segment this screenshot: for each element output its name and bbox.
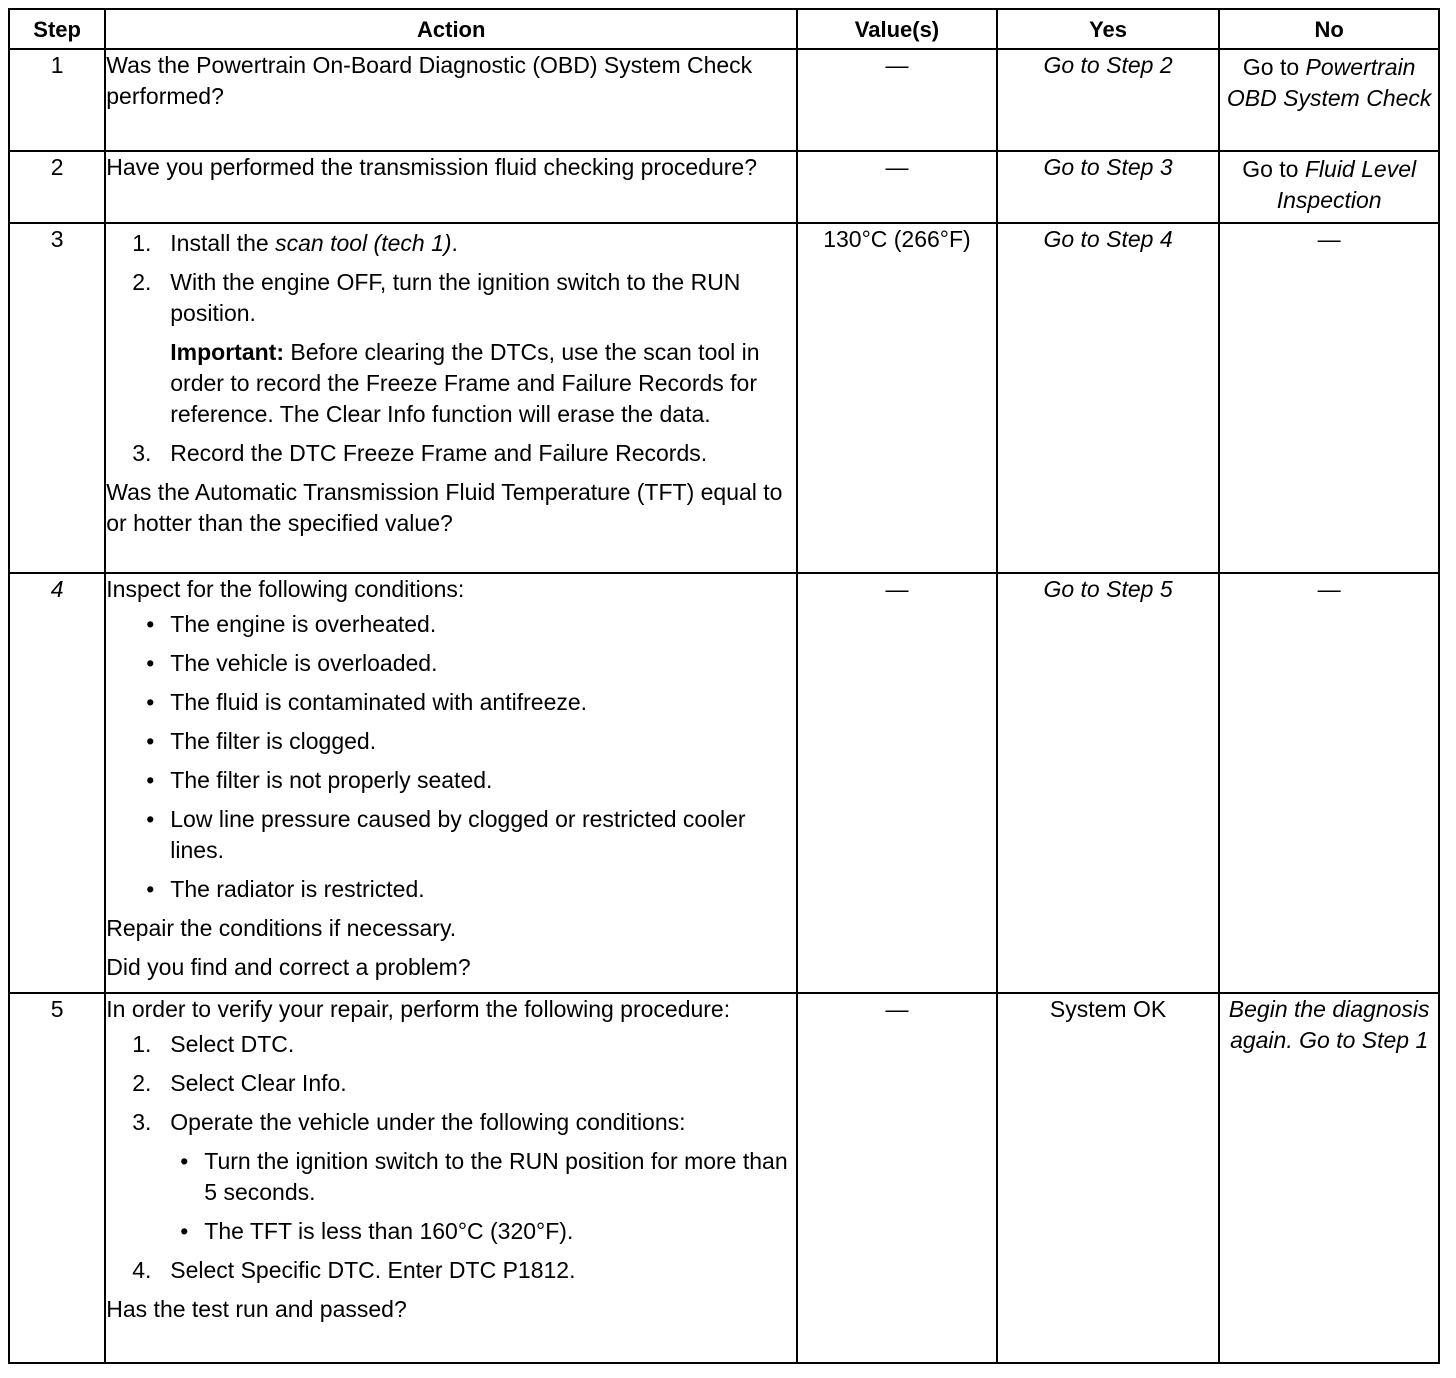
step-number: 1 bbox=[9, 49, 105, 151]
item-text-italic: scan tool (tech 1) bbox=[275, 230, 452, 256]
bullet-text: The filter is not properly seated. bbox=[170, 767, 493, 793]
no-cell bbox=[1219, 151, 1439, 223]
bullet-icon: • bbox=[146, 689, 155, 715]
bullet-item bbox=[106, 648, 796, 679]
action-text: Was the Powertrain On-Board Diagnostic (OBD) System Check performed? bbox=[105, 49, 797, 151]
bullet-item bbox=[106, 726, 796, 757]
bullet-icon: • bbox=[146, 806, 155, 832]
value-cell: — bbox=[797, 49, 997, 151]
bullet-text: The vehicle is overloaded. bbox=[170, 650, 438, 676]
table-row-step-4 bbox=[9, 573, 1439, 993]
question-text: Did you find and correct a problem? bbox=[106, 954, 471, 980]
value-cell: — bbox=[797, 151, 997, 223]
bullet-icon: • bbox=[146, 728, 155, 754]
bullet-item bbox=[106, 609, 796, 640]
action-text: Have you performed the transmission fluid checking procedure? bbox=[105, 151, 797, 223]
no-cell: — bbox=[1219, 573, 1439, 993]
item-number: 3. bbox=[132, 440, 152, 466]
item-text: Select Specific DTC. Enter DTC P1812. bbox=[170, 1257, 576, 1283]
bullet-icon: • bbox=[180, 1218, 189, 1244]
value-cell: — bbox=[797, 573, 997, 993]
list-item bbox=[106, 1029, 796, 1060]
item-number: 1. bbox=[132, 230, 152, 256]
bullet-item bbox=[106, 804, 796, 866]
yes-cell: Go to Step 3 bbox=[997, 151, 1220, 223]
no-prefix: Go to bbox=[1242, 156, 1305, 182]
bullet-item bbox=[106, 874, 796, 905]
header-step: Step bbox=[9, 9, 105, 49]
item-number: 4. bbox=[132, 1257, 152, 1283]
no-link: Fluid Level Inspection bbox=[1276, 156, 1417, 213]
item-text: Operate the vehicle under the following conditions: bbox=[170, 1109, 686, 1135]
sub-bullet-item bbox=[106, 1146, 796, 1208]
intro-text: In order to verify your repair, perform the following procedure: bbox=[106, 996, 731, 1022]
diagnostic-table bbox=[8, 8, 1440, 1364]
no-cell bbox=[1219, 49, 1439, 151]
table-row-step-3 bbox=[9, 223, 1439, 573]
question-text: Has the test run and passed? bbox=[106, 1296, 407, 1322]
action-cell bbox=[105, 993, 797, 1363]
no-cell: Begin the diagnosis again. Go to Step 1 bbox=[1219, 993, 1439, 1363]
bullet-text: The fluid is contaminated with antifreeze. bbox=[170, 689, 588, 715]
list-item bbox=[106, 1107, 796, 1138]
repair-text: Repair the conditions if necessary. bbox=[106, 915, 457, 941]
list-item bbox=[106, 438, 796, 469]
item-text: Record the DTC Freeze Frame and Failure Records. bbox=[170, 440, 708, 466]
no-link: Powertrain OBD System Check bbox=[1226, 54, 1432, 111]
header-row bbox=[9, 9, 1439, 49]
bullet-text: Low line pressure caused by clogged or restricted cooler lines. bbox=[170, 806, 746, 863]
bullet-text: The radiator is restricted. bbox=[170, 876, 425, 902]
bullet-item bbox=[106, 687, 796, 718]
list-item bbox=[106, 1068, 796, 1099]
yes-cell: Go to Step 2 bbox=[997, 49, 1220, 151]
bullet-icon: • bbox=[146, 767, 155, 793]
bullet-text: Turn the ignition switch to the RUN position for more than 5 seconds. bbox=[204, 1148, 788, 1205]
step-number: 3 bbox=[9, 223, 105, 573]
bullet-text: The TFT is less than 160°C (320°F). bbox=[204, 1218, 574, 1244]
item-text-end: . bbox=[451, 230, 458, 256]
no-cell: — bbox=[1219, 223, 1439, 573]
step-number: 4 bbox=[9, 573, 105, 993]
question-text: Was the Automatic Transmission Fluid Temperature (TFT) equal to or hotter than the specified value? bbox=[106, 479, 783, 536]
important-note bbox=[106, 337, 796, 430]
list-item bbox=[106, 267, 796, 329]
bullet-item bbox=[106, 765, 796, 796]
important-label: Important: bbox=[170, 339, 284, 365]
table-row-step-1 bbox=[9, 49, 1439, 151]
bullet-icon: • bbox=[146, 650, 155, 676]
important-text: Before clearing the DTCs, use the scan tool in order to record the Freeze Frame and Failure Records for reference. The Clear Info function will erase the data. bbox=[170, 339, 760, 427]
item-text: Install the bbox=[170, 230, 276, 256]
item-number: 2. bbox=[132, 269, 152, 295]
item-text: Select DTC. bbox=[170, 1031, 295, 1057]
yes-cell: Go to Step 4 bbox=[997, 223, 1220, 573]
item-text: Select Clear Info. bbox=[170, 1070, 347, 1096]
yes-cell: Go to Step 5 bbox=[997, 573, 1220, 993]
sub-bullet-item bbox=[106, 1216, 796, 1247]
value-cell: — bbox=[797, 993, 997, 1363]
action-cell bbox=[105, 223, 797, 573]
step-number: 2 bbox=[9, 151, 105, 223]
header-action: Action bbox=[105, 9, 797, 49]
value-cell: 130°C (266°F) bbox=[797, 223, 997, 573]
header-yes: Yes bbox=[997, 9, 1220, 49]
item-text: With the engine OFF, turn the ignition switch to the RUN position. bbox=[170, 269, 741, 326]
list-item bbox=[106, 1255, 796, 1286]
item-number: 3. bbox=[132, 1109, 152, 1135]
header-no: No bbox=[1219, 9, 1439, 49]
item-number: 1. bbox=[132, 1031, 152, 1057]
header-values: Value(s) bbox=[797, 9, 997, 49]
bullet-icon: • bbox=[146, 876, 155, 902]
yes-cell: System OK bbox=[997, 993, 1220, 1363]
bullet-icon: • bbox=[146, 611, 155, 637]
step-number: 5 bbox=[9, 993, 105, 1363]
intro-text: Inspect for the following conditions: bbox=[106, 576, 465, 602]
table-row-step-2 bbox=[9, 151, 1439, 223]
table-row-step-5 bbox=[9, 993, 1439, 1363]
list-item bbox=[106, 228, 796, 259]
bullet-text: The engine is overheated. bbox=[170, 611, 437, 637]
bullet-text: The filter is clogged. bbox=[170, 728, 377, 754]
bullet-icon: • bbox=[180, 1148, 189, 1174]
no-prefix: Go to bbox=[1242, 54, 1306, 80]
item-number: 2. bbox=[132, 1070, 152, 1096]
action-cell bbox=[105, 573, 797, 993]
